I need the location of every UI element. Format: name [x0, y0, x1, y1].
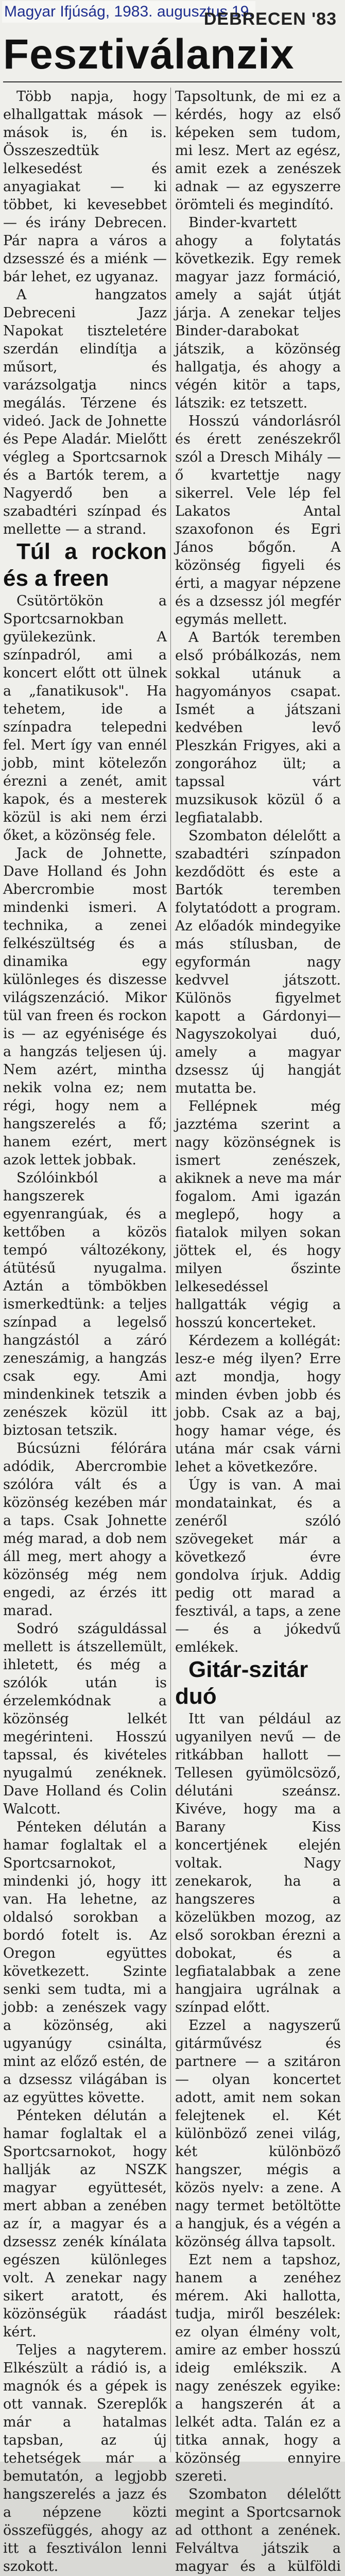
paragraph: Pénteken délután a hamar foglaltak el a Sportcsarnokot, mindenki jó, hogy itt van. Ha lehetne, az oldalsó sorokban a bordó fotelt is. Az Oregon együttes következett. Szinte senki sem tudta, mi a jobb: a zenészek vagy a közönség, aki ugyanúgy csinálta, mint az előző estén, de a dzsessz világában is az együttes követte. — [3, 1819, 167, 2106]
paragraph: Fellépnek még jazztéma szerint a nagy közönségnek is ismert zenészek, akiknek a neve ma már fogalom. Ami igazán meglepő, hogy a fiatalok milyen sokan jöttek el, és hogy milyen őszinte lelkesedéssel hallgatták végig a hosszú koncerteket. — [175, 1098, 341, 1331]
paragraph: Csütörtökön a Sportcsarnokban gyülekezünk. A színpadról, ami a koncert előtt ott ülnek a „fanatikusok". Ha tehetem, ide a színpadra telepedni fel. Mert így van ennél jobb, mint kötelezőn érezni a zenét, amit kapok, és a mesterek közül is aki nem érzi őket, a közönség fele. — [3, 593, 167, 843]
paragraph: A Bartók teremben első próbálkozás, nem sokkal utánuk a hagyományos csapat. Ismét a játszani kedvében levő Pleszkán Frigyes, aki a zongorához ült; a tapssal várt muzsikusok közül ő a legfiatalabb. — [175, 630, 341, 826]
paragraph: Teljes a nagyterem. Elkészült a rádió is, a magnók és a gépek is ott vannak. Szereplők már a hatalmas tapsban, az új tehetségek már a bemutatón, a legjobb hangszerelés a jazz és a népzene közti összefüggés, ahogy az itt a fesztiválon lenni szokott. — [3, 2342, 167, 2574]
paragraph: Binder-kvartett ahogy a folytatás következik. Egy remek magyar jazz formáció, amely a saját útját járja. A zenekar teljes Binder-darabokat játszik, a közönség hallgatja, és ahogy a végén kitör a taps, látszik: ez tetszett. — [175, 215, 341, 411]
article-headline: Fesztiválanzix — [3, 31, 295, 78]
paragraph: Ezzel a nagyszerű gitárművész és partnere — a szitáron — olyan koncertet adott, amit nem sokan felejtenek el. Két különböző zenei világ, két különböző hangszer, mégis a közös nyelv: a zene. A nagy termet betöltötte a hangjuk, és a végén a közönség állva tapsolt. — [175, 2018, 341, 2250]
paragraph: Jack de Johnette, Dave Holland és John Abercrombie most mindenki ismeri. A technika, a zenei felkészültség és a dinamika egy különleges és diszesse világszenzáció. Mikor tül van freen és rockon is — az egyénisége és a hangzás teljesen új. Nem azért, mintha nekik volna ez; nem régi, hogy nem a hangszerelés a fő; hanem ezért, mert azok lettek jobbak. — [3, 845, 167, 1168]
headline-rule — [3, 81, 342, 82]
paragraph: Kérdezem a kollégát: lesz-e még ilyen? Erre azt mondja, hogy minden évben jobb és jobb. Csak az a baj, hogy hamar vége, és utána már csak várni lehet a következőre. — [175, 1333, 341, 1475]
source-label: Magyar Ifjúság, 1983. augusztus 19. — [2, 1, 255, 23]
paragraph: Szombaton délelőtt a szabadtéri színpadon kezdődött és este a Bartók teremben folytatódott a program. Az előadók mindegyike más stílusban, de egyformán nagy kedvvel játszott. Különös figyelmet kapott a Gárdonyi—Nagyszokolyai duó, amely a magyar dzsessz új hangját mutatta be. — [175, 828, 341, 1096]
section-kicker: DEBRECEN '83 — [203, 9, 337, 29]
paragraph: Több napja, hogy elhallgattak mások — mások is, én is. Összeszedtük lelkesedést és anyagiakat — ki többet, ki kevesebbet — és irány Debrecen. Pár napra a város a dzsesszé és a miénk — bár lehet, ez ugyanaz. — [3, 89, 167, 285]
right-column — [175, 88, 341, 2576]
paragraph: Ezt nem a tapshoz, hanem a zenéhez mérem. Aki hallotta, tudja, miről beszélek: ez olyan élmény volt, amire az ember hosszú ideig emlékszik. A nagy zenészek egyike: a hangszerén át a lelkét adta. Talán ez a titka annak, hogy a közönség ennyire szereti. — [175, 2252, 341, 2484]
paragraph: Tapsoltunk, de mi ez a kérdés, hogy az első képeken sem tudom, mi lesz. Mert az egész, amit ezek a zenészek adnak — az egyszerre örömteli és megindító. — [175, 89, 341, 213]
paragraph: Pénteken délután a hamar foglaltak el a Sportcsarnokot, hogy hallják az NSZK magyar együttesét, mert abban a zenében az ír, a magyar és a dzsessz zenék kínálata egészen különleges volt. A zenekar nagy sikert aratott, és közönségük ráadást kért. — [3, 2108, 167, 2340]
left-column — [3, 88, 167, 2576]
paragraph: Itt van például az ugyanilyen nevű — de ritkábban hallott — Tellesen gyümölcsöző, délutáni szeánsz. Kivéve, hogy ma a Barany Kiss koncertjének elején voltak. Nagy zenekarok, ha a hangszeres a közelükben mozog, az első sorokban érezni a dobokat, és a legfiatalabbak a zene hangjaira ugrálnak a színpad előtt. — [175, 1711, 341, 2015]
paragraph: Szombaton délelőtt megint a Sportcsarnok ad otthont a zenének. Felváltva játszik a magyar és a külföldi — [175, 2486, 341, 2574]
column-divider — [170, 88, 171, 2452]
subheading: Túl a rockon és a freen — [3, 539, 167, 591]
paragraph: Hosszú vándorlásról és érett zenészekről szól a Dresch Mihály — ő kvartettje nagy sikerrel. Vele lép fel Lakatos Antal szaxofonon és Egri János bőgőn. A közönség figyeli és érti, a magyar népzene és a dzsessz jól megfér egymás mellett. — [175, 413, 341, 628]
paragraph: Úgy is van. A mai mondatainkat, és a zenéről szóló szövegeket már a következő évre gondolva írjuk. Addig pedig ott marad a fesztivál, a taps, a zene — és a jókedvű emlékek. — [175, 1477, 341, 1655]
subheading: Gitár-szitár duó — [175, 1657, 308, 1709]
paragraph: Szólóinkból a hangszerek egyenrangúak, és a kettőben a közös tempó változékony, átütésű nyugalma. Aztán a tömbökben ismerkedtünk: a teljes színpad a legelső hangzástól a záró zeneszámig, a hangzás csak egy. Ami mindenkinek tetszik a zenészek közül itt biztosan tetszik. — [3, 1170, 167, 1438]
paragraph: Sodró száguldással mellett is átszellemült, ihletett, és még a szólók után is érzelemkódnak a közönség lelkét megérinteni. Hosszú tapssal, és kivételes nyugalmú zenéknek. Dave Holland és Colin Walcott. — [3, 1621, 167, 1817]
paragraph: Búcsúzni félórára adódik, Abercrombie szólóra vált és a közönség kezében már a taps. Csak Johnette még marad, a dob nem áll meg, mert ahogy a közönség még nem engedi, az érzés itt marad. — [3, 1440, 167, 1619]
paragraph: A hangzatos Debreceni Jazz Napokat tiszteletére szerdán elindítja a műsort, és varázsolgatja nincs megálás. Térzene és videó. Jack de Johnette és Pepe Aladár. Mielőtt végleg a Sportcsarnok és a Bartók terem, a Nagyerdő ben a szabadtéri színpad és mellette — a strand. — [3, 287, 167, 537]
